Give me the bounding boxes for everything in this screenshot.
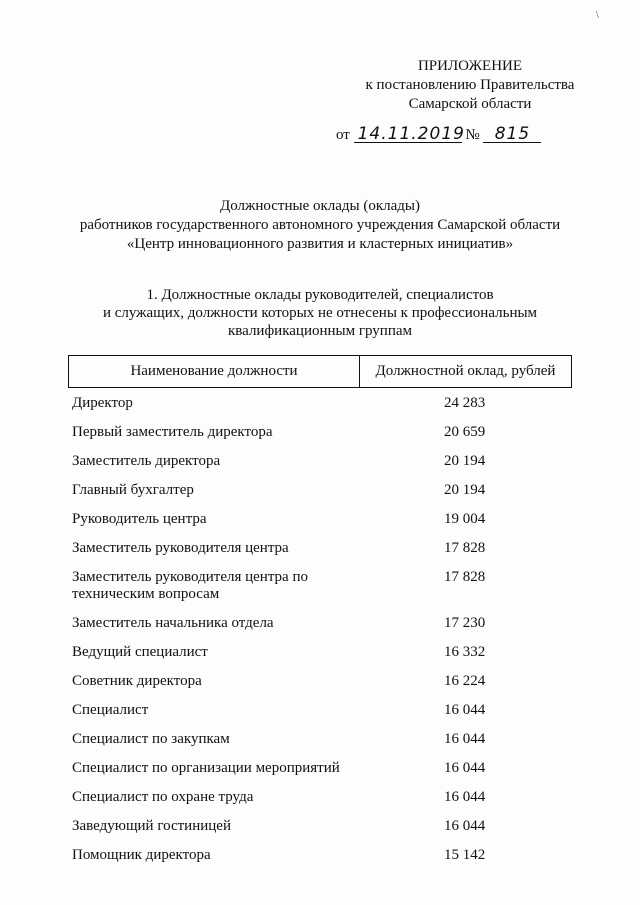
position-salary: 20 194 [444,453,486,469]
decree-reference [336,126,541,144]
position-salary: 17 828 [444,569,486,585]
position-salary: 16 044 [444,760,486,776]
table-row [68,533,572,562]
table-row [68,417,572,446]
header-salary: Должностной оклад, рублей [375,363,556,379]
position-salary: 16 044 [444,789,486,805]
table-row [68,504,572,533]
table-row [68,724,572,753]
section-title-line-2: и служащих, должности которых не отнесены к профессиональным [102,305,538,321]
position-name: Директор [72,395,133,411]
position-salary: 19 004 [444,511,486,527]
document-title-line-2: работников государственного автономного учреждения Самарской области [79,217,561,233]
position-salary: 16 044 [444,818,486,834]
position-name-line-2: техническим вопросам [72,586,220,602]
table-row [68,446,572,475]
document-title-line-1: Должностные оклады (оклады) [219,198,421,214]
document-title-line-3: «Центр инновационного развития и кластерных инициатив» [126,236,514,252]
appendix-block [320,57,620,114]
table-row [68,840,572,869]
appendix-line-2: к постановлению Правительства [365,77,575,93]
position-salary: 15 142 [444,847,486,863]
position-name: Специалист по закупкам [72,731,230,747]
appendix-title: ПРИЛОЖЕНИЕ [417,58,523,74]
position-salary: 20 659 [444,424,486,440]
table-row [68,388,572,417]
position-name [68,569,358,603]
position-salary: 24 283 [444,395,486,411]
position-salary: 17 230 [444,615,486,631]
table-row [68,637,572,666]
position-name: Специалист по охране труда [72,789,254,805]
position-name: Ведущий специалист [72,644,208,660]
table-row [68,695,572,724]
header-position-name: Наименование должности [69,356,360,387]
position-name: Советник директора [72,673,202,689]
position-salary: 20 194 [444,482,486,498]
position-salary: 16 224 [444,673,486,689]
position-name: Заместитель руководителя центра [72,540,289,556]
decree-number-label: № [465,127,480,143]
position-name: Специалист по организации мероприятий [72,760,340,776]
position-salary: 17 828 [444,540,486,556]
table-header [68,355,572,388]
table-row [68,782,572,811]
appendix-line-3: Самарской области [408,96,532,112]
section-title-line-1: 1. Должностные оклады руководителей, специалистов [146,287,494,303]
section-title [40,286,600,340]
position-salary: 16 332 [444,644,486,660]
position-name: Главный бухгалтер [72,482,194,498]
salary-table [68,355,572,869]
position-name: Заместитель директора [72,453,221,469]
position-name: Помощник директора [72,847,211,863]
table-row [68,811,572,840]
position-name: Заведующий гостиницей [72,818,231,834]
position-name: Специалист [72,702,149,718]
table-row [68,666,572,695]
position-salary: 16 044 [444,731,486,747]
decree-number: 815 [483,126,541,143]
scan-mark: \ [596,10,599,21]
position-name: Первый заместитель директора [72,424,273,440]
position-salary: 16 044 [444,702,486,718]
table-row [68,608,572,637]
document-title [40,197,600,254]
position-name: Заместитель начальника отдела [72,615,274,631]
section-title-line-3: квалификационным группам [227,323,413,339]
decree-date: 14.11.2019 [354,126,462,143]
table-row [68,475,572,504]
position-name: Руководитель центра [72,511,207,527]
decree-from-label: от [336,127,350,143]
position-name-line-1: Заместитель руководителя центра по [72,569,308,585]
table-row [68,753,572,782]
table-body [68,388,572,869]
table-row [68,562,572,608]
